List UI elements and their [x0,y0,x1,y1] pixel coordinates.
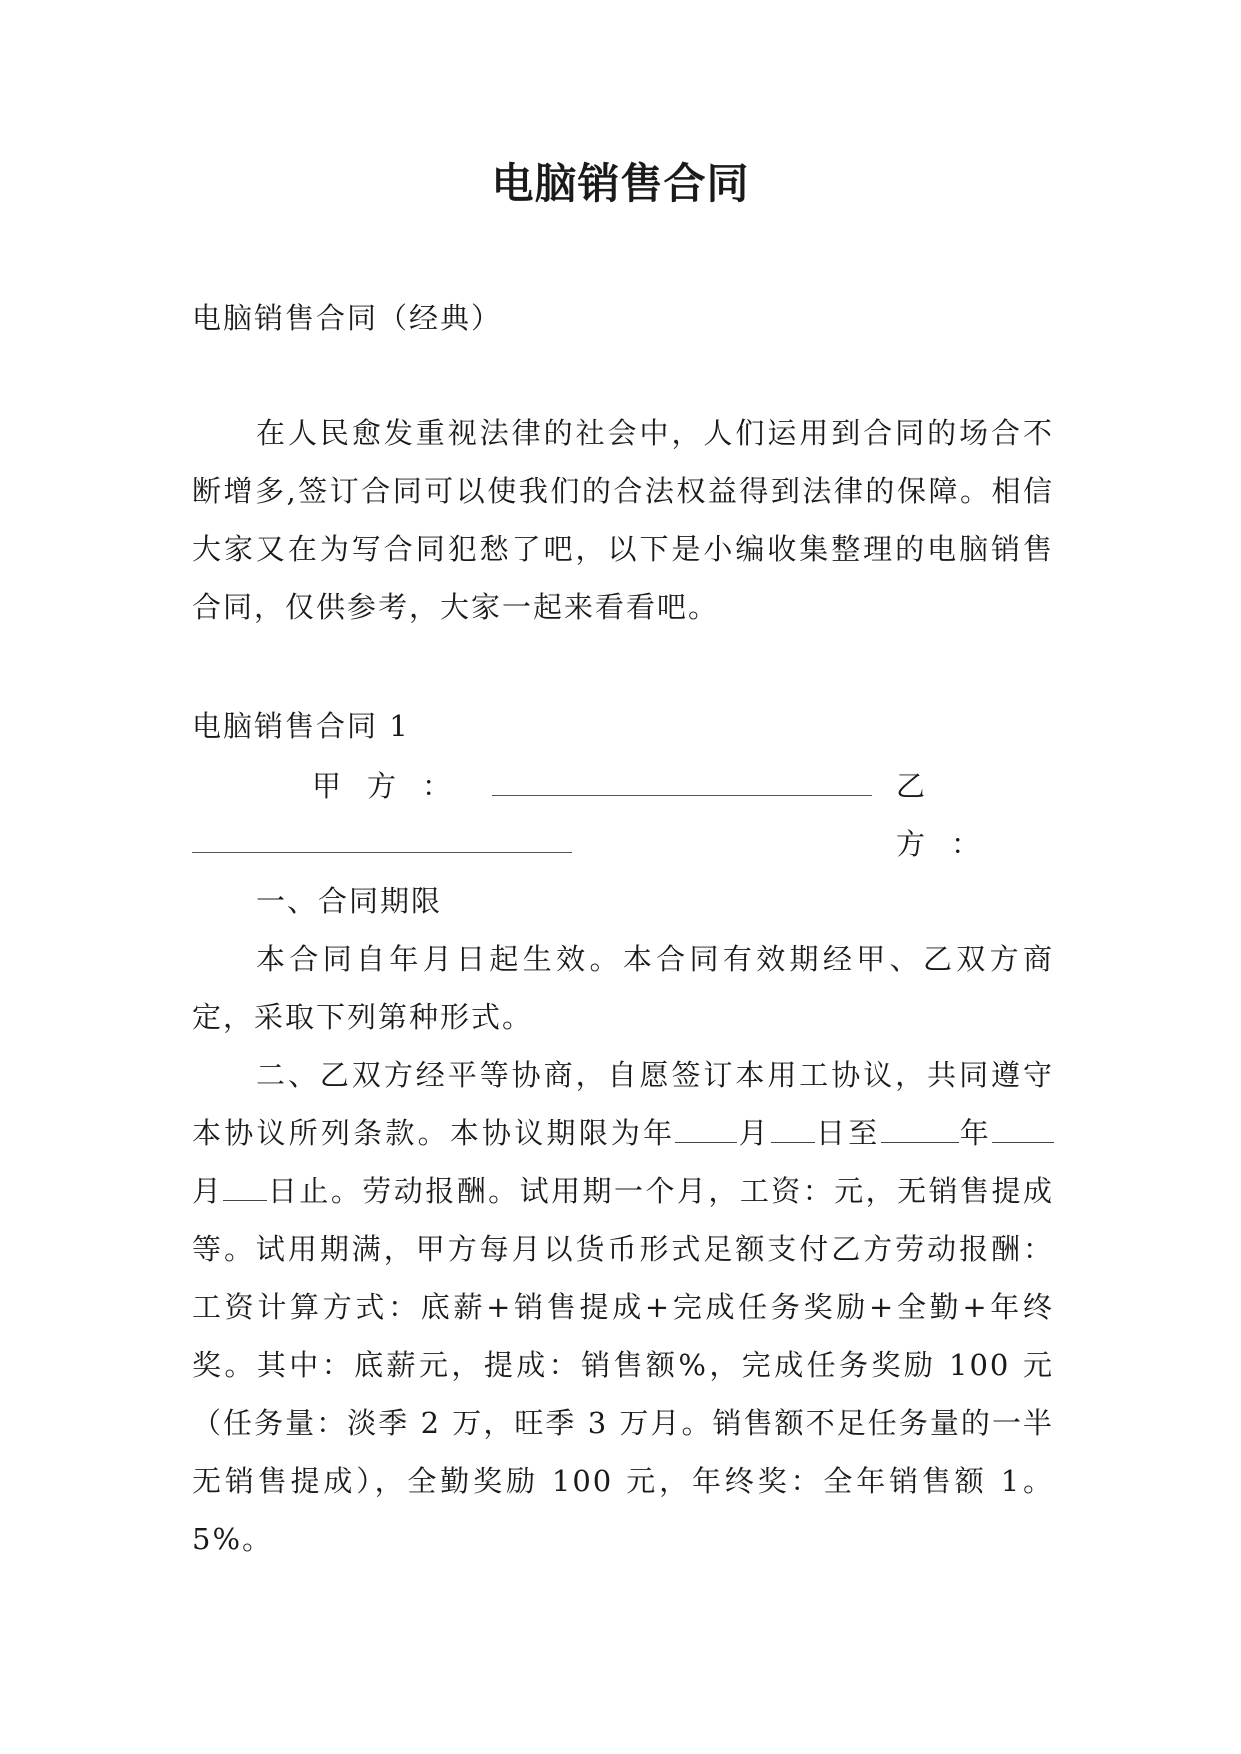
document-title: 电脑销售合同 [491,159,750,208]
party-a-label: 甲方： [312,769,478,803]
party-b-signature-line [192,852,572,853]
document-subtitle: 电脑销售合同（经典） [192,301,503,335]
parties-row [192,757,1054,861]
intro-paragraph: 在人民愈发重视法律的社会中，人们运用到合同的场合不断增多,签订合同可以使我们的合法权益得到法律的保障。相信大家又在为写合同犯愁了吧，以下是小编收集整理的电脑销售合同，仅供参考，大家一起来看看吧。 [192,416,1054,624]
clause-2-text-5: 月 [192,1174,224,1208]
clause-2-text-2: 月 [737,1116,771,1150]
party-b-label: 乙方： [896,769,1007,861]
clause-1-body: 本合同自年月日起生效。本合同有效期经甲、乙双方商定，采取下列第种形式。 [192,942,1054,1034]
clause-2-body [192,1046,1054,1568]
clause-2-text-3: 日至 [814,1116,881,1150]
party-a-signature-line [492,795,872,796]
day-blank-1 [771,1114,815,1143]
clause-2-text-6: 日止。劳动报酬。试用期一个月，工资：元，无销售提成等。试用期满，甲方每月以货币形式足额支付乙方劳动报酬：工资计算方式：底薪+销售提成+完成任务奖励+全勤+年终奖。其中：底薪元，提成：销售额%，完成任务奖励 100 元（任务量：淡季 2 万，旺季 3 万月。销售额不足任务量的一半无销售提成），全勤奖励 100 元，年终奖：全年销售额 1。5%。 [192,1174,1054,1556]
month-blank-2 [992,1114,1054,1143]
clause-2-text-1: 二、乙双方经平等协商，自愿签订本用工协议，共同遵守本协议所列条款。本协议期限为年 [192,1058,1054,1150]
clause-1-heading: 一、合同期限 [256,884,443,918]
month-blank-1 [675,1114,737,1143]
year-blank-2 [881,1114,959,1143]
day-blank-2 [223,1172,267,1201]
clause-2-text-4: 年 [958,1116,992,1150]
section-heading: 电脑销售合同 1 [192,709,410,743]
